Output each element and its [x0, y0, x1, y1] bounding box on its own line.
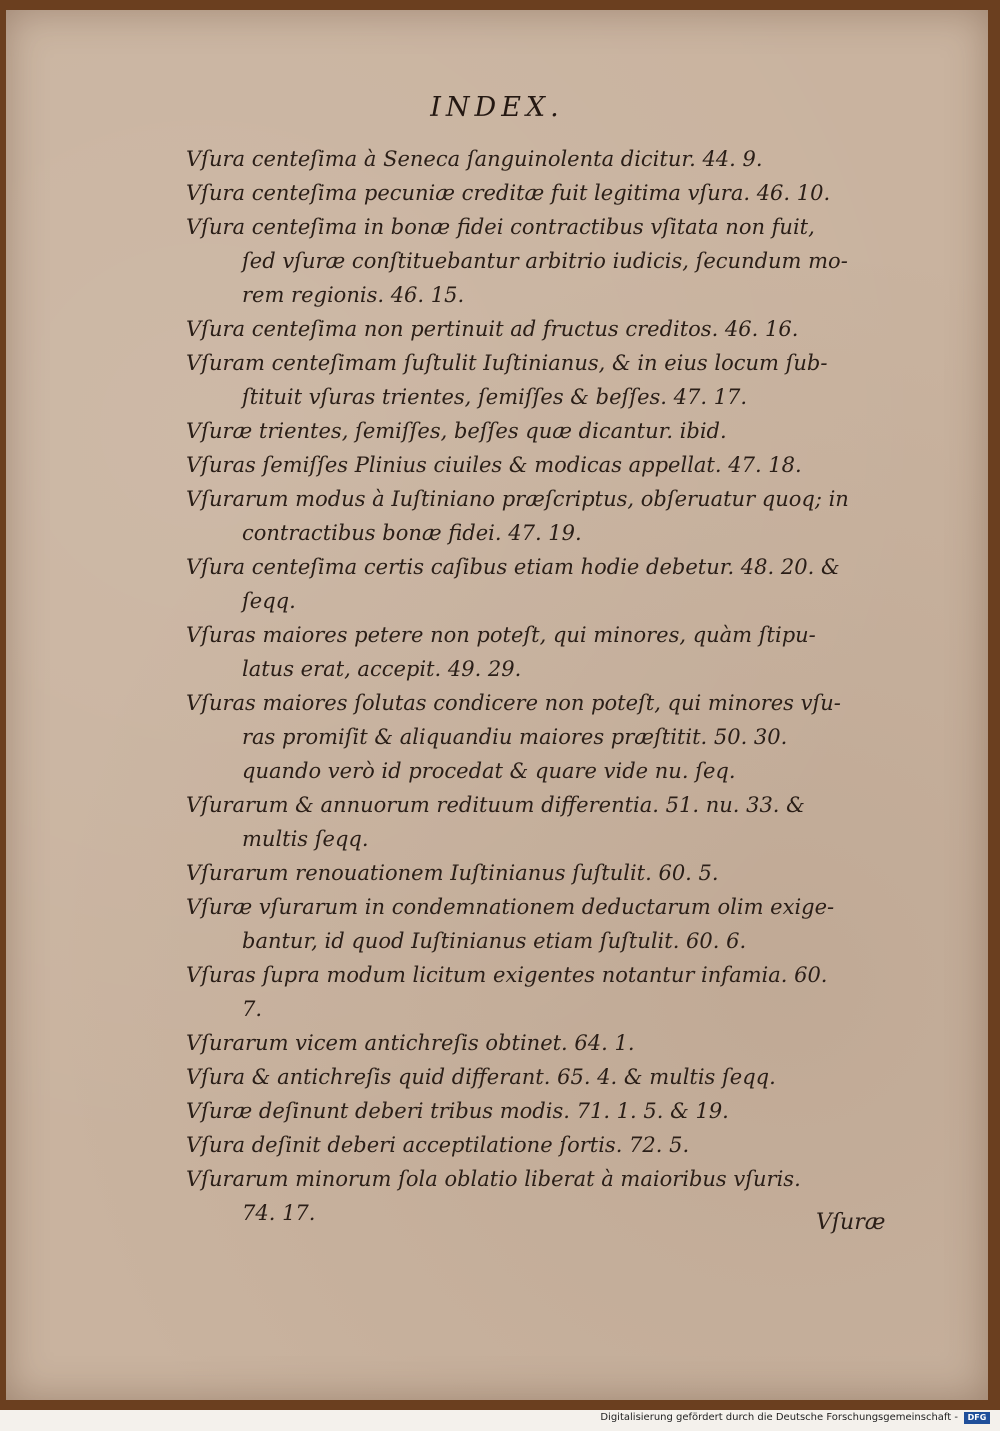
index-entry — [186, 1162, 886, 1230]
entry-continuation-line: ſed vſuræ conſtituebantur arbitrio iudicis, ſecundum mo- — [242, 249, 848, 273]
entry-line: Vſuræ vſurarum in condemnationem deductarum olim exige- — [186, 895, 835, 919]
index-entry — [186, 958, 886, 1026]
index-entry — [186, 1060, 886, 1094]
entry-continuation-line: multis ſeqq. — [242, 827, 369, 851]
entry-line: Vſura centeſima pecuniæ creditæ fuit legitima vſura. 46. 10. — [186, 181, 831, 205]
entry-continuation-line: quando verò id procedat & quare vide nu. ſeq. — [242, 759, 736, 783]
index-entry — [186, 788, 886, 856]
page-header: INDEX. — [430, 92, 564, 123]
entry-continuation-line: latus erat, accepit. 49. 29. — [242, 657, 522, 681]
index-entry — [186, 1094, 886, 1128]
entry-continuation-line: ſeqq. — [242, 589, 296, 613]
entry-continuation-line: rem regionis. 46. 15. — [242, 283, 465, 307]
entry-line: Vſura & antichreſis quid differant. 65. 4. & multis ſeqq. — [186, 1065, 776, 1089]
entry-continuation-line: 7. — [242, 997, 263, 1021]
entry-line: Vſura centeſima à Seneca ſanguinolenta dicitur. 44. 9. — [186, 147, 763, 171]
index-entry — [186, 686, 886, 788]
footer-credit: Digitalisierung gefördert durch die Deutsche Forschungsgemeinschaft - — [600, 1412, 958, 1423]
entry-line: Vſurarum renouationem Iuſtinianus ſuſtulit. 60. 5. — [186, 861, 719, 885]
index-entry — [186, 856, 886, 890]
entry-continuation-line: bantur, id quod Iuſtinianus etiam ſuſtulit. 60. 6. — [242, 929, 747, 953]
index-entry — [186, 346, 886, 414]
entry-continuation-line: contractibus bonæ fidei. 47. 19. — [242, 521, 582, 545]
entry-line: Vſurarum vicem antichreſis obtinet. 64. 1. — [186, 1031, 635, 1055]
dfg-logo: DFG — [964, 1412, 990, 1424]
index-entry — [186, 142, 886, 176]
entry-line: Vſura centeſima certis caſibus etiam hodie debetur. 48. 20. & — [186, 555, 840, 579]
entry-continuation-line: ras promiſit & aliquandiu maiores præſtitit. 50. 30. — [242, 725, 788, 749]
entry-line: Vſuras ſemiſſes Plinius ciuiles & modicas appellat. 47. 18. — [186, 453, 802, 477]
entry-line: Vſuras maiores petere non poteſt, qui minores, quàm ſtipu- — [186, 623, 816, 647]
entry-line: Vſuras maiores ſolutas condicere non poteſt, qui minores vſu- — [186, 691, 841, 715]
index-entry — [186, 448, 886, 482]
entry-line: Vſuræ trientes, ſemiſſes, beſſes quæ dicantur. ibid. — [186, 419, 727, 443]
index-entry — [186, 176, 886, 210]
book-page — [6, 10, 988, 1400]
index-entries — [186, 142, 886, 1230]
entry-line: Vſurarum minorum ſola oblatio liberat à maioribus vſuris. — [186, 1167, 801, 1191]
entry-line: Vſura deſinit deberi acceptilatione ſortis. 72. 5. — [186, 1133, 690, 1157]
index-entry — [186, 210, 886, 312]
entry-line: Vſurarum & annuorum redituum differentia. 51. nu. 33. & — [186, 793, 805, 817]
index-entry — [186, 550, 886, 618]
index-entry — [186, 1026, 886, 1060]
index-entry — [186, 618, 886, 686]
entry-continuation-line: 74. 17. — [242, 1201, 316, 1225]
index-entry — [186, 312, 886, 346]
catchword: Vſuræ — [816, 1210, 886, 1235]
index-entry — [186, 482, 886, 550]
entry-line: Vſura centeſima non pertinuit ad fructus creditos. 46. 16. — [186, 317, 799, 341]
entry-line: Vſuræ deſinunt deberi tribus modis. 71. 1. 5. & 19. — [186, 1099, 729, 1123]
index-entry — [186, 890, 886, 958]
entry-line: Vſura centeſima in bonæ fidei contractibus vſitata non fuit, — [186, 215, 815, 239]
index-entry — [186, 414, 886, 448]
entry-line: Vſurarum modus à Iuſtiniano præſcriptus, obſeruatur quoq; in — [186, 487, 849, 511]
entry-continuation-line: ſtituit vſuras trientes, ſemiſſes & beſſes. 47. 17. — [242, 385, 748, 409]
index-entry — [186, 1128, 886, 1162]
entry-line: Vſuras ſupra modum licitum exigentes notantur infamia. 60. — [186, 963, 828, 987]
entry-line: Vſuram centeſimam ſuſtulit Iuſtinianus, & in eius locum ſub- — [186, 351, 828, 375]
